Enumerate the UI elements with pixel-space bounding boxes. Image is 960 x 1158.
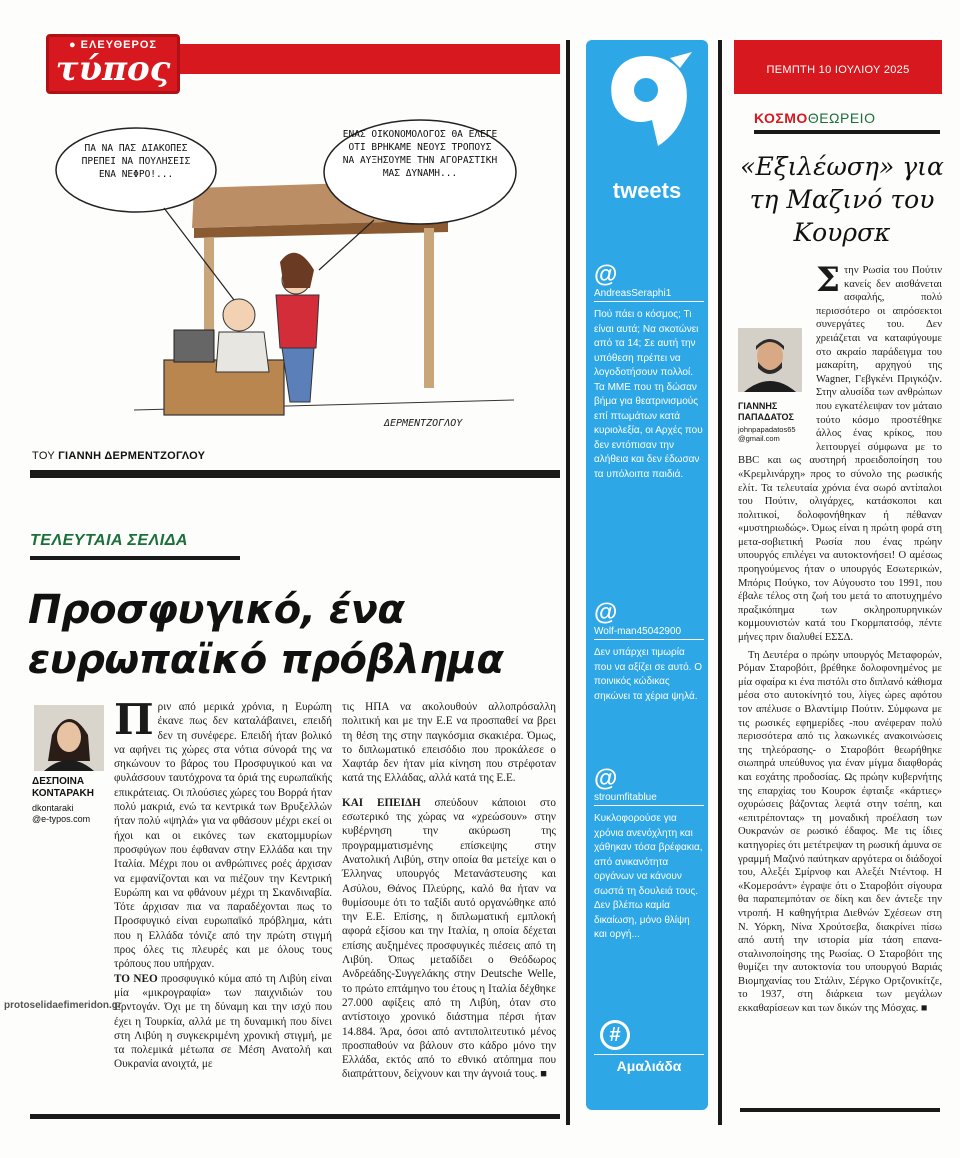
- cartoon-bubble-right: ΕΝΑΣ ΟΙΚΟΝΟΜΟΛΟΓΟΣ ΘΑ ΕΛΕΓΕ ΟΤΙ ΒΡΗΚΑΜΕ ΝΕΟΥΣ ΤΡΟΠΟΥΣ ΝΑ ΑΥΞΗΣΟΥΜΕ ΤΗΝ ΑΓΟΡΑΣΤΙΚΗ ΜΑΣ ΔΥΝΑΜΗ...: [342, 129, 498, 179]
- divider: [30, 470, 560, 478]
- tweet-text: Κυκλοφορούσε για χρόνια ανενόχλητη και χάθηκαν τόσα βρέφακια, από ανικανότητα οργάνων να κάνουν σωστά τη δουλειά τους. Δεν βλέπω καμία δικαίωση, μόνο θλίψη και οργή...: [594, 813, 703, 940]
- article-column-2: τις ΗΠΑ να ακολουθούν αλλοπρόσαλλη πολιτική και με την Ε.Ε να προσπαθεί να βρει τη θέση της στην παγκόσμια σκακιέρα. Όμως, το διπλωματικό επεισόδιο που προκάλεσε ο Χαφτάρ δεν ήταν μία κίνηση που στρέφοταν κατά της Ελλάδας, αλλά κατά της Ε.Ε. ΚΑΙ ΕΠΕΙΔΗ σπεύδουν κάποιοι στο εσωτερικό της χώρας να «χρεώσουν» στην κυβέρνηση την ακύρωση της προγραμματισμένης επίσκεψης στην Ανατολική Λιβύη, στην οποία θα μετείχε και ο Έλληνας υπουργός Μετανάστευσης και Ασύλου, Θάνος Πλεύρης, καλό θα ήταν να θυμίσουμε ότι το ταξίδι αυτό οργανώθηκε από την Ε.Ε. Επίσης, η διπλωματική εμπλοκή αφορά εξίσου και την Ιταλία, η οποία δέχεται επίσης αυξημένες προσφυγικές πιέσεις από τη Λιβύη. Όπως μεταδίδει ο Θεόδωρος Ανδρεάδης-Συγγελάκης στην Deutsche Welle, το πρώτο επτάμηνο του έτους η Ιταλία δέχθηκε 27.000 αφίξεις από τη Λιβύη, όταν στο αντίστοιχο χρονικό διάστημα πέρσι ήταν 14.884. Άρα, όσοι από αντιπολιτευτικό μένος προσπαθούν να βάλουν στο κάδρο μόνο την Ελλάδα, εκτός από το εθνικό ατόπημα που διαπράττουν, δείχνουν και την άγνοιά τους. ■: [342, 701, 556, 1081]
- column-author-name: ΓΙΑΝΝΗΣ ΠΑΠΑΔΑΤΟΣ: [738, 400, 794, 422]
- dropcap: Π: [114, 695, 154, 744]
- column-divider: [718, 40, 722, 1125]
- tweet-text: Δεν υπάρχει τιμωρία που να αξίζει σε αυτό. Ο ποινικός κώδικας σηκώνει τα χέρια ψηλά.: [594, 647, 702, 702]
- divider: [30, 1114, 560, 1119]
- tweet-user: stroumfitablue: [594, 792, 704, 806]
- section-label: ΤΕΛΕΥΤΑΙΑ ΣΕΛΙΔΑ: [30, 532, 188, 549]
- cartoon-illustration: [44, 110, 556, 450]
- divider: [740, 1108, 940, 1112]
- author-photo: [34, 705, 104, 771]
- column-label: ΚΟΣΜΟΘΕΩΡΕΙΟ: [754, 110, 876, 126]
- watermark: protoselidaefimeridon.gr: [4, 1000, 122, 1011]
- tweet-text: Πού πάει ο κόσμος; Τι είναι αυτά; Να σκοτώνει από τα 14; Σε αυτή την υπόθεση πρέπει να λογοδοτήσουν πολλοί. Τα ΜΜΕ που τη δώσαν βήμα για θεατρινισμούς επί πτωμάτων κατά κυριολεξία, οι Αρχές που δεν εντόπισαν την αλήθεια και δεν έδωσαν τα υπόλοιπα παιδιά.: [594, 309, 703, 480]
- tweet-item: [594, 262, 704, 482]
- article-headline: Προσφυγικό, ένα ευρωπαϊκό πρόβλημα: [28, 587, 504, 683]
- column-author: [738, 328, 808, 443]
- cartoon-credit: ΤΟΥ ΓΙΑΝΝΗ ΔΕΡΜΕΝΤΖΟΓΛΟΥ: [32, 450, 206, 462]
- tweet-user: Wolf-man45042900: [594, 626, 704, 640]
- column-author-photo: [738, 328, 802, 392]
- tweets-column: [586, 40, 708, 1110]
- column-headline: «Εξιλέωση» για τη Μαζινό του Κουρσκ: [740, 152, 944, 247]
- issue-date: ΠΕΜΠΤΗ 10 ΙΟΥΛΙΟΥ 2025: [766, 64, 910, 76]
- column-label-rule: [754, 130, 940, 134]
- hashtag-label: Αμαλιάδα: [594, 1054, 704, 1074]
- column-divider: [566, 40, 570, 1125]
- cartoon-signature: ΔΕΡΜΕΝΤΖΟΓΛΟΥ: [384, 418, 463, 429]
- section-rule: [30, 556, 240, 560]
- dropcap: Σ: [816, 260, 841, 300]
- tweet-user: AndreasSeraphi1: [594, 288, 704, 302]
- at-icon: @: [594, 261, 618, 288]
- tweets-title: tweets: [612, 178, 682, 203]
- tweet-item: [594, 600, 704, 704]
- cartoon-bubble-left: ΠΑ ΝΑ ΠΑΣ ΔΙΑΚΟΠΕΣ ΠΡΕΠΕΙ ΝΑ ΠΟΥΛΗΣΕΙΣ ΕΝΑ ΝΕΦΡΟ!...: [81, 143, 191, 180]
- article-column-1: Πριν από μερικά χρόνια, η Ευρώπη έκανε πως δεν καταλάβαινει, επειδή δεν τη συνέφερε. Επειδή ήταν βολικό να αφήνει τις χώρες στα νότια σύνορά της να σηκώνουν το βάρος του Προσφυγικού και να φυλάσσουν ταυτόχρονα τα όριά της ευρωπαϊκής επικράτειας. Οι πλούσιες χώρες του Βορρά ήταν πολύ μακριά, ενώ τα κεντρικά των Βρυξελλών ήταν πολύ «ψηλά» για να φθάσουν μέχρι εκεί οι ήχοι και οι εικόνες των εκατομμυρίων προσφύγων που έφθαναν στην Ελλάδα και την Ιταλία. Μέχρι που οι ανθρώπινες ροές άρχισαν να εμφανίζονται και να πιέζουν την Κεντρική Ευρώπη και να φθάνουν μέχρι τη Σκανδιναβία. Τότε άρχισαν πια να παραδέχονται πως το Προσφυγικό είναι ευρωπαϊκό πρόβλημα, κάτι που η Ελλάδα τόνιζε από την πρώτη στιγμή προς όλες τις πλευρές και με όλους τους τρόπους που υπήρχαν. ΤΟ ΝΕΟ προσφυγικό κύμα από τη Λιβύη είναι μία «μικρογραφία» των παιχνιδιών του Ερντογάν. Όχι με τη δύναμη και την ισχύ που έχει η Τουρκία, αλλά με τη δυναμική που δίνει στη Λιβύη η συγκεκριμένη χρονική στιγμή, με τα πολεμικά μέτωπα σε Μέση Ανατολή και Ουκρανία ανοιχτά, με: [114, 695, 332, 1071]
- at-icon: @: [594, 599, 618, 626]
- column-author-email: johnpapadatos65 @gmail.com: [738, 424, 796, 443]
- newspaper-logo: ● ΕΛΕΥΘΕΡΟΣ τύπος: [46, 34, 180, 94]
- column-body: ΓΙΑΝΝΗΣ ΠΑΠΑΔΑΤΟΣ johnpapadatos65 @gmail.com Στην Ρωσία του Πούτιν κανείς δεν αισθάνεται ασφαλής, πολύ περισσότερο οι απρόσεκτοι συνεργάτες του. Δεν χρειάζεται να καταφύγουμε στο ακραίο παράδειγμα του μακαρίτη, αρχηγού της Wagner, Γεβγκένι Πριγκόζιν. Στην αλυσίδα των ανθρώπων που εγκατέλειψαν τον μάταιο τούτο κόσμο προστέθηκε άλλος ένας κρίκος, που λειτουργεί σύμφωνα με το BBC και ως αυστηρή προειδοποίηση του «Κρεμλινάρχη» προς το σύνολο της ρωσικής ελίτ. Τα τελευταία χρόνια ένα σωρό αντίπαλοι του Πούτιν, ολιγάρχες, κατάσκοποι και πολιτικοί, δολοφονήθηκαν ή πέθαναν «μυστηριωδώς». Όμως είναι η πρώτη φορά στη μετα-σοβιετική Ρωσία που ένας πρώην υπουργός επιλέγει να αυτοκτονήσει! Ο αμέσως προηγούμενος ήταν ο υπουργός Εσωτερικών, Μπόρις Πούγκο, τον Αύγουστο του 1991, που έβαλε τέλος στη ζωή του μετά το αποτυχημένο πραξικόπημα των σκληροπυρηνικών κομμουνιστών κατά του Γκορμπατσόφ, πέντε μήνες πριν διαλυθεί ΕΣΣΔ. Τη Δευτέρα ο πρώην υπουργός Μεταφορών, Ρόμαν Σταροβόιτ, βρέθηκε δολοφονημένος με μία σφαίρα κι ένα πιστόλι στο διπλανό κάθισμα μέσα στο αυτοκίνητό του, λίγες ώρες αφότου τον απέλυσε ο Βλαντίμιρ Πούτιν. Σύμφωνα με τις ρωσικές εφημερίδες -που ανέφεραν πολύ περισσότερα από τις λακωνικές ανακοινώσεις της τηλεόρασης- ο Σταροβόιτ θεωρήθηκε σιωπηρά υπεύθυνος για έναν μίγμα διαφθοράς και εσχάτης προδοσίας. Ως πρώην κυβερνήτης της επαρχίας του Κουρσκ έφταιξε «κάρτιες» οχυρώσεις βάζοντας λεφτά στην τσέπη, και «επιτρέποντας» τη μοναδική προέλαση των Ουκρανών σε ρωσικό έδαφος. Με τις ίδιες κατηγορίες ότι μετέτρεψαν τη ρωσική άμυνα σε γραμμή Μαζινό παύτηκαν αργότερα οι διάδοχοί του, Αλεξέι Σμίρνοφ και Αλεξέι Ντέντοφ. Η «Κομερσάντ» έγραψε ότι ο Σταροβόιτ σίγουρα θα παραπεμπόταν σε δίκη και δεν άντεξε την ντροπή. Η καθηγήτρια Διεθνών Σχέσεων στη Ν. Υόρκη, Νίνα Χρούτσεβα, διακρίνει πίσω από αυτή την ιστορία μία τάση επανα-σταλινοποίησης της Ρωσίας. Ο Σταροβόιτ της θυμίζει την αυτοκτονία του υπουργού Βαριάς Βιομηχανίας του Στάλιν, Σέργκο Ορτζονικίτζε, το 1937, στη διάρκεια των μεγάλων εκκαθαρίσεων και των δικών της Μόσχας. ■: [738, 260, 942, 1015]
- tweet-item: [594, 766, 704, 943]
- masthead-red-bar: [180, 44, 560, 74]
- at-icon: @: [594, 765, 618, 792]
- tweets-logo-icon: [600, 46, 694, 166]
- hashtag-icon: #: [600, 1020, 630, 1050]
- author-byline: ΔΕΣΠΟΙΝΑ ΚΟΝΤΑΡΑΚΗ: [32, 776, 94, 799]
- author-email: dkontaraki @e-typos.com: [32, 803, 91, 824]
